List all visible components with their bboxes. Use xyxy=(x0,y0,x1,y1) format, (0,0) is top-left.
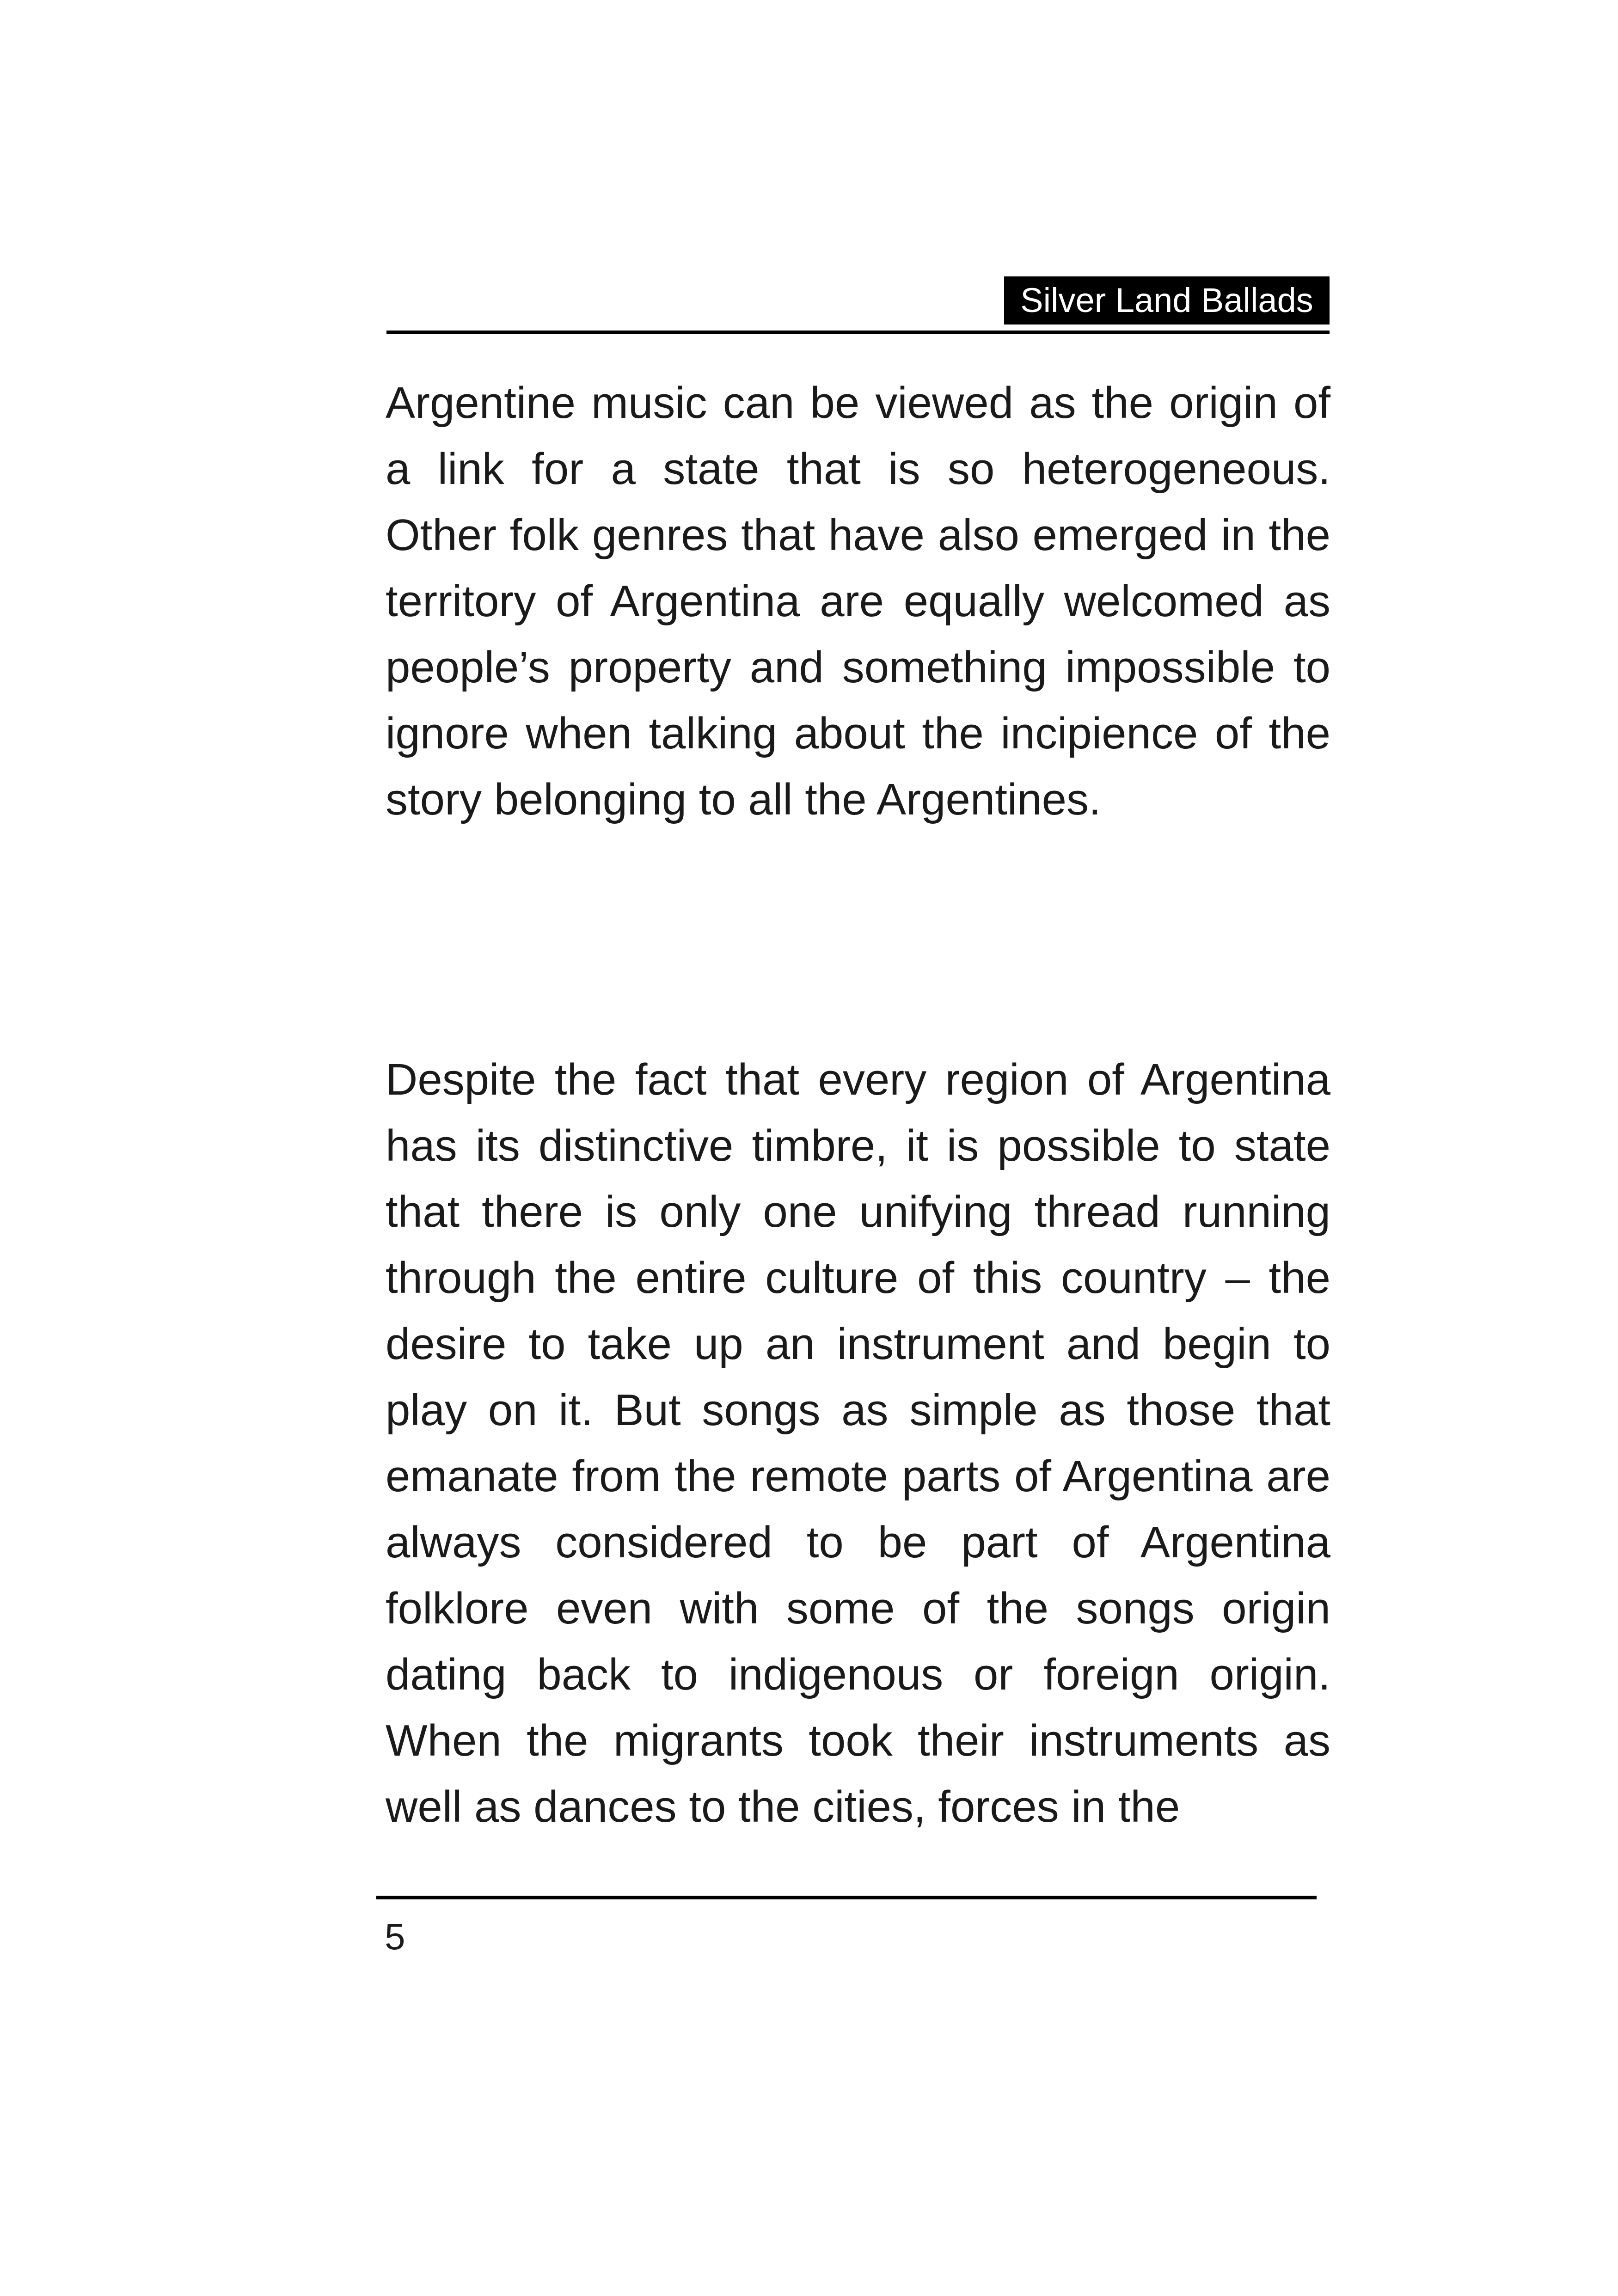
header-rule xyxy=(386,331,1330,334)
running-header-title: Silver Land Ballads xyxy=(1004,276,1330,325)
body-paragraph: Argentine music can be viewed as the origin of a link for a state that is so heterogeneous. Other folk genres that have also emerged in the territory of Argentina are equally welcomed as people’s property and something impossible to ignore when talking about the incipience of the story belonging to all the Argentines. xyxy=(386,378,1330,824)
footer-rule xyxy=(376,1896,1317,1899)
body-paragraph: Despite the fact that every region of Argentina has its distinctive timbre, it is possible to state that there is only one unifying thread running through the entire culture of this country – the desire to take up an instrument and begin to play on it. But songs as simple as those that emanate from the remote parts of Argentina are always considered to be part of Argentina folklore even with some of the songs origin dating back to indigenous or foreign origin. When the migrants took their instruments as well as dances to the cities, forces in the xyxy=(386,1055,1330,1831)
page-number: 5 xyxy=(385,1916,405,1957)
